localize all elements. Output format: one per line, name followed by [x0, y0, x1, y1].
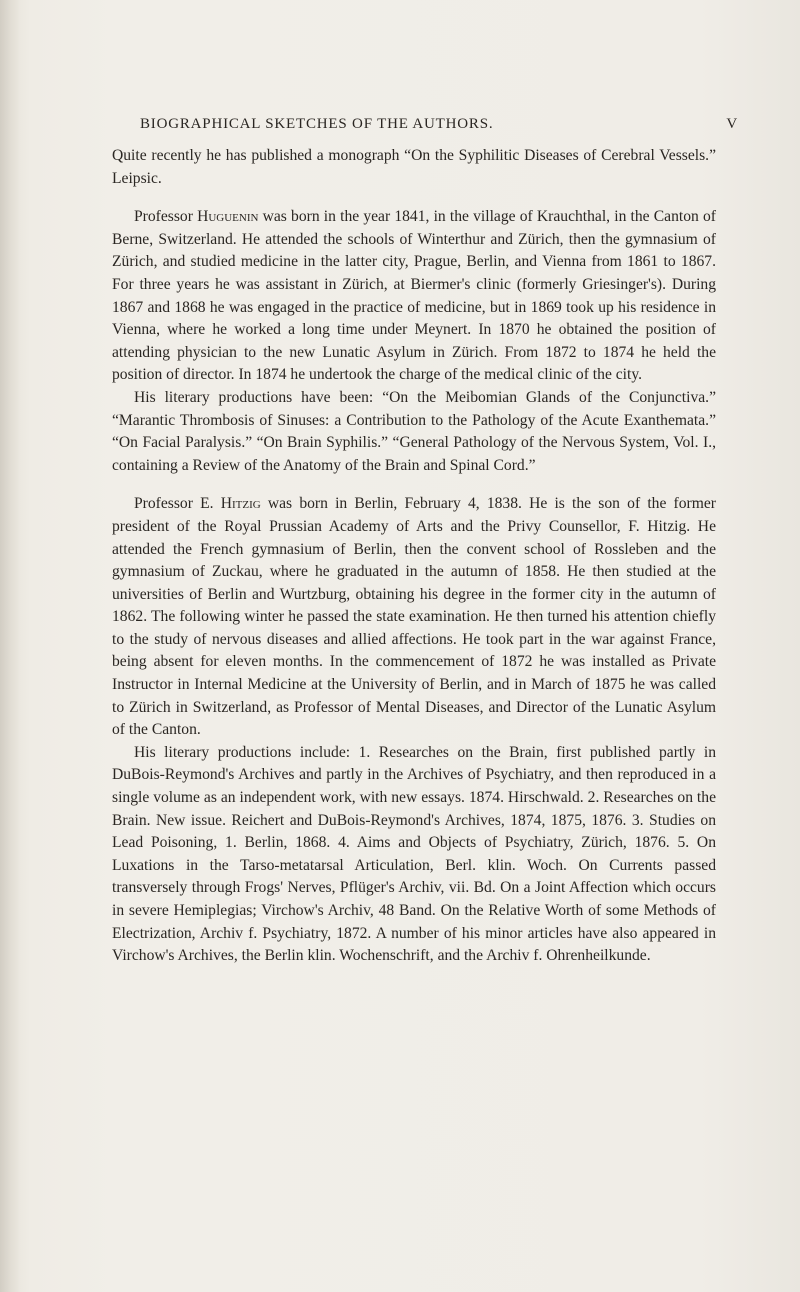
page-number: V — [726, 116, 738, 132]
paragraph-text: Quite recently he has published a monograph “On the Syphilitic Diseases of Cerebral Vessels.” Leipsic. — [112, 147, 716, 187]
paragraph-huguenin-works — [112, 387, 716, 477]
body-text — [112, 145, 716, 968]
paragraph-hitzig-biography — [112, 493, 716, 742]
author-name-hitzig: Hitzig — [220, 495, 261, 513]
paragraph-prefix: Professor E. — [134, 495, 221, 513]
page-header — [110, 116, 738, 136]
paragraph-text: His literary productions have been: “On the Meibomian Glands of the Conjunctiva.” “Marantic Thrombosis of Sinuses: a Contribution to the Pathology of the Acute Exanthemata.” “On Facial Paralysis.” “On Brain Syphilis.” “General Pathology of the Nervous System, Vol. I., containing a Review of the Anatomy of the Brain and Spinal Cord.” — [112, 388, 716, 474]
paragraph-huguenin-biography — [112, 206, 716, 387]
paragraph-prefix: Professor — [134, 208, 198, 226]
paragraph-hitzig-works — [112, 742, 716, 968]
binding-shadow — [0, 0, 20, 1292]
running-head: BIOGRAPHICAL SKETCHES OF THE AUTHORS. — [140, 116, 494, 132]
paragraph-cerebral-vessels — [112, 145, 716, 190]
paragraph-text: His literary productions include: 1. Researches on the Brain, first published partly in DuBois-Reymond's Archives and partly in the Archives of Psychiatry, and then reproduced in a single volume as an independent work, with new essays. 1874. Hirschwald. 2. Researches on the Brain. New issue. Reichert and DuBois-Reymond's Archives, 1874, 1875, 1876. 3. Studies on Lead Poisoning, 1. Berlin, 1868. 4. Aims and Objects of Psychiatry, Zürich, 1876. 5. On Luxations in the Tarso-metatarsal Articulation, Berl. klin. Woch. On Currents passed transversely through Frogs' Nerves, Pflüger's Archiv, vii. Bd. On a Joint Affection which occurs in severe Hemiplegias; Virchow's Archiv, 48 Band. On the Relative Worth of some Methods of Electrization, Archiv f. Psychiatry, 1872. A number of his minor articles have also appeared in Virchow's Archives, the Berlin klin. Wochenschrift, and the Archiv f. Ohrenheilkunde. — [112, 743, 716, 965]
paragraph-text: was born in the year 1841, in the village of Krauchthal, in the Canton of Berne, Switzerland. He attended the schools of Winterthur and Zürich, then the gymnasium of Zürich, and studied medicine in the latter city, Prague, Berlin, and Vienna from 1861 to 1867. For three years he was assistant in Zürich, at Biermer's clinic (formerly Griesinger's). During 1867 and 1868 he was engaged in the practice of medicine, but in 1869 took up his residence in Vienna, where he worked a long time under Meynert. In 1870 he obtained the position of attending physician to the new Lunatic Asylum in Zürich. From 1872 to 1874 he held the position of director. In 1874 he undertook the charge of the medical clinic of the city. — [112, 208, 716, 384]
paragraph-text: was born in Berlin, February 4, 1838. He is the son of the former president of the Royal Prussian Academy of Arts and the Privy Counsellor, F. Hitzig. He attended the French gymnasium of Berlin, then the convent school of Rossleben and the gymnasium of Zuckau, where he graduated in the autumn of 1858. He then studied at the universities of Berlin and Wurtzburg, obtaining his degree in the former city in the autumn of 1862. The following winter he passed the state examination. He then turned his attention chiefly to the study of nervous diseases and allied affections. He took part in the war against France, being absent for eleven months. In the commencement of 1872 he was installed as Private Instructor in Internal Medicine at the University of Berlin, and in March of 1875 he was called to Zürich in Switzerland, as Professor of Mental Diseases, and Director of the Lunatic Asylum of the Canton. — [112, 495, 716, 739]
author-name-huguenin: Huguenin — [197, 208, 259, 226]
